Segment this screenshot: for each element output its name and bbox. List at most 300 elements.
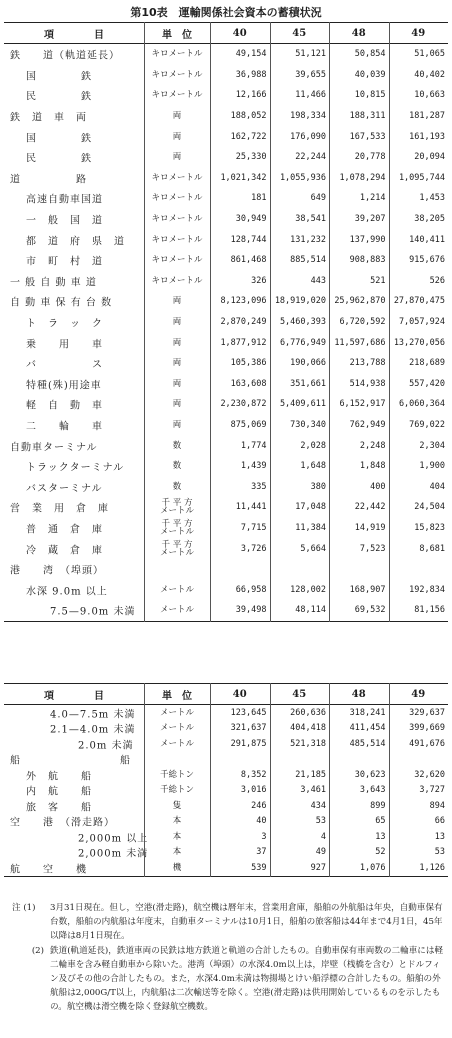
row-item-label: バスターミナル — [26, 483, 103, 495]
row-item-label: 二 輪 車 — [26, 421, 103, 433]
row-item-cell — [4, 353, 144, 374]
row-item-cell — [4, 271, 144, 292]
table-row — [4, 600, 448, 621]
row-item-label: 国 鉄 — [26, 133, 92, 145]
row-unit: キロメートル — [151, 90, 203, 101]
column-rule — [389, 22, 390, 622]
row-item-cell — [4, 209, 144, 230]
row-value: 1,877,912 — [220, 337, 267, 348]
row-value: 25,962,870 — [334, 296, 386, 307]
row-value: 404 — [429, 481, 445, 492]
row-item-cell — [4, 312, 144, 333]
row-value: 51,121 — [295, 49, 326, 60]
header-unit: 単 位 — [162, 29, 192, 41]
row-value: 380 — [310, 481, 326, 492]
row-value: 908,883 — [349, 255, 386, 266]
row-item-cell — [4, 65, 144, 86]
row-value: 539 — [251, 862, 267, 873]
row-value: 1,848 — [359, 461, 386, 472]
table-row — [4, 538, 448, 559]
capital-stock-table-part1 — [4, 22, 448, 622]
row-item-cell — [4, 332, 144, 353]
table-row — [4, 209, 448, 230]
row-item-label: 冷 蔵 倉 庫 — [26, 545, 103, 557]
row-value: 12,166 — [235, 90, 267, 101]
row-value: 4 — [320, 831, 326, 842]
row-unit: 隻 — [172, 800, 182, 811]
row-value: 5,460,393 — [279, 317, 326, 328]
row-value: 39,655 — [295, 69, 326, 80]
header-year: 49 — [411, 27, 426, 39]
row-item-cell — [4, 736, 144, 752]
header-year: 40 — [232, 688, 247, 700]
row-value: 7,715 — [240, 522, 267, 533]
row-value: 53 — [434, 847, 445, 858]
row-value: 335 — [251, 481, 267, 492]
row-value: 27,870,475 — [393, 296, 445, 307]
row-value: 137,990 — [349, 234, 386, 245]
row-value: 1,021,342 — [220, 172, 267, 183]
row-value: 1,439 — [240, 461, 267, 472]
row-unit: 千 平 方 メートル — [159, 539, 194, 558]
row-unit: 本 — [172, 847, 182, 858]
table-row — [4, 435, 448, 456]
row-unit: キロメートル — [151, 255, 203, 266]
row-value: 11,597,686 — [334, 337, 386, 348]
row-value: 15,823 — [414, 522, 445, 533]
header-year: 45 — [292, 688, 307, 700]
row-item-cell — [4, 752, 144, 768]
row-item-label: 旅 客 船 — [26, 802, 92, 814]
row-value: 318,241 — [349, 707, 386, 718]
table-row — [4, 721, 448, 737]
column-rule — [210, 22, 211, 622]
row-value: 899 — [370, 800, 386, 811]
row-item-cell — [4, 476, 144, 497]
table-row — [4, 767, 448, 783]
row-value: 915,676 — [409, 255, 445, 266]
header-year: 45 — [292, 27, 307, 39]
row-item-label: ト ラ ッ ク — [26, 318, 103, 330]
row-value: 167,533 — [349, 131, 386, 142]
row-item-label: 空 港 （滑走路） — [10, 817, 115, 829]
row-unit: メートル — [159, 723, 194, 734]
row-item-cell — [4, 374, 144, 395]
row-value: 176,090 — [290, 131, 326, 142]
table-body — [4, 705, 448, 877]
row-value: 351,661 — [290, 378, 326, 389]
row-value: 13 — [375, 831, 386, 842]
row-unit: 数 — [172, 481, 182, 492]
row-value: 927 — [310, 862, 326, 873]
header-item: 項 目 — [44, 29, 104, 41]
row-value: 399,669 — [409, 723, 445, 734]
row-value: 32,620 — [414, 769, 445, 780]
header-item: 項 目 — [44, 690, 104, 702]
table-row — [4, 415, 448, 436]
row-item-cell — [4, 538, 144, 559]
row-item-label: 市 町 村 道 — [26, 256, 103, 268]
row-item-label: 道 路 — [10, 174, 87, 186]
row-unit: 両 — [172, 131, 182, 142]
row-item-label: 自 動 車 保 有 台 数 — [10, 297, 113, 309]
row-unit: 数 — [172, 440, 182, 451]
row-value: 40,039 — [354, 69, 386, 80]
column-rule — [270, 683, 271, 877]
row-value: 3,016 — [240, 785, 267, 796]
row-value: 128,002 — [290, 584, 326, 595]
row-value: 131,232 — [290, 234, 326, 245]
row-item-cell — [4, 845, 149, 861]
table-row — [4, 168, 448, 189]
row-value: 6,776,949 — [279, 337, 326, 348]
row-item-cell — [4, 559, 144, 580]
row-value: 40 — [256, 816, 267, 827]
table-row — [4, 65, 448, 86]
table-row — [4, 497, 448, 518]
row-item-label: 2,000m 未満 — [78, 848, 149, 860]
row-value: 128,744 — [230, 234, 267, 245]
column-rule — [329, 683, 330, 877]
table-row — [4, 271, 448, 292]
table-body — [4, 44, 448, 622]
row-unit: 本 — [172, 831, 182, 842]
row-item-label: 乗 用 車 — [26, 339, 103, 351]
row-value: 1,126 — [419, 862, 445, 873]
row-value: 36,988 — [235, 69, 267, 80]
row-value: 1,055,936 — [279, 172, 326, 183]
table-row — [4, 579, 448, 600]
row-value: 1,648 — [300, 461, 326, 472]
row-value: 8,352 — [240, 769, 267, 780]
row-value: 2,870,249 — [220, 317, 267, 328]
row-item-label: 航 空 機 — [10, 864, 87, 876]
row-unit: キロメートル — [151, 193, 203, 204]
row-value: 2,230,872 — [220, 399, 267, 410]
row-item-cell — [4, 767, 144, 783]
row-value: 123,645 — [230, 707, 267, 718]
row-value: 260,636 — [290, 707, 326, 718]
table-row — [4, 332, 448, 353]
row-item-label: 港 湾 （埠頭） — [10, 565, 104, 577]
row-item-cell — [4, 291, 144, 312]
row-item-label: 自動車ターミナル — [10, 442, 98, 454]
row-unit: キロメートル — [151, 275, 203, 286]
row-value: 3,461 — [300, 785, 326, 796]
row-item-label: 2.0m 未満 — [78, 740, 134, 752]
row-value: 11,441 — [235, 502, 267, 513]
table-row — [4, 250, 448, 271]
row-item-cell — [4, 250, 144, 271]
row-value: 37 — [256, 847, 267, 858]
row-value: 25,330 — [235, 152, 267, 163]
row-value: 649 — [310, 193, 326, 204]
row-item-label: 民 鉄 — [26, 91, 92, 103]
row-item-label: 特種(殊)用途車 — [26, 380, 102, 392]
row-value: 1,774 — [240, 440, 267, 451]
row-value: 10,663 — [414, 90, 445, 101]
row-value: 443 — [310, 275, 326, 286]
row-value: 66,958 — [235, 584, 267, 595]
footnote-text: 3月31日現在。但し，空港(滑走路)，航空機は暦年末，営業用倉庫，船舶の外航船は年央，自動車保有台数，船舶の内航船は年度末，自動車ターミナルは10月1日，船舶の旅客船は44年まで4月1日，45年以降は8月1日現在。 — [50, 903, 443, 942]
row-item-cell — [4, 721, 144, 737]
row-item-cell — [4, 168, 144, 189]
table-row — [4, 814, 448, 830]
footnote — [12, 944, 444, 1015]
row-value: 246 — [251, 800, 267, 811]
table-row — [4, 829, 448, 845]
row-value: 762,949 — [349, 419, 386, 430]
row-item-label: 営 業 用 倉 庫 — [10, 503, 109, 515]
row-value: 50,854 — [354, 49, 386, 60]
row-value: 39,498 — [235, 605, 267, 616]
row-unit: 両 — [172, 317, 182, 328]
row-item-cell — [4, 518, 144, 539]
table-row — [4, 147, 448, 168]
row-value: 2,028 — [300, 440, 326, 451]
row-unit: キロメートル — [151, 214, 203, 225]
row-value: 22,244 — [295, 152, 326, 163]
row-value: 1,095,744 — [398, 172, 445, 183]
row-item-cell — [4, 497, 144, 518]
table-row — [4, 374, 448, 395]
row-value: 1,214 — [359, 193, 386, 204]
row-item-cell — [4, 126, 144, 147]
table-row — [4, 188, 448, 209]
row-value: 521,318 — [290, 738, 326, 749]
row-value: 18,919,020 — [274, 296, 326, 307]
row-value: 3,727 — [419, 785, 445, 796]
row-item-cell — [4, 829, 149, 845]
row-item-label: 民 鉄 — [26, 153, 92, 165]
row-value: 8,681 — [419, 543, 445, 554]
column-rule — [210, 683, 211, 877]
row-item-cell — [4, 147, 144, 168]
row-value: 21,185 — [295, 769, 326, 780]
row-value: 1,078,294 — [339, 172, 386, 183]
row-item-cell — [4, 106, 144, 127]
table-row — [4, 860, 448, 876]
column-rule — [389, 683, 390, 877]
row-value: 514,938 — [349, 378, 386, 389]
row-value: 17,048 — [295, 502, 326, 513]
row-value: 24,504 — [414, 502, 445, 513]
footnote — [12, 901, 444, 944]
row-value: 11,466 — [295, 90, 326, 101]
row-item-cell — [4, 783, 144, 799]
footnote-text: 鉄道(軌道延長)，鉄道車両の民鉄は地方鉄道と軌道の合計したもの。自動車保有車両数の二輪車には軽二輪車を含み軽自動車から除いた。港湾（埠頭）の水深4.0m以上は，岸壁（桟橋を含む）とドルフィン及びその他の合計したもの。また，水深4.0m未満は物揚場とけい船浮標の合計したもの。船舶の外航船は2,000G/T以上，内航船は二次輸送等を除く。空港(滑走路)は供用開始しているものを示したもの。航空機は滑空機を除く登録航空機数。 — [50, 945, 444, 1013]
table-row — [4, 126, 448, 147]
row-item-label: 2.1—4.0m 未満 — [50, 724, 136, 736]
row-value: 861,468 — [230, 255, 267, 266]
row-unit: 両 — [172, 358, 182, 369]
row-unit: 両 — [172, 399, 182, 410]
row-unit: メートル — [159, 707, 194, 718]
row-value: 7,057,924 — [398, 317, 445, 328]
row-item-label: 4.0—7.5m 未満 — [50, 709, 136, 721]
column-rule — [144, 22, 145, 622]
row-value: 188,311 — [349, 111, 386, 122]
row-value: 66 — [434, 816, 445, 827]
row-unit: キロメートル — [151, 172, 203, 183]
row-item-label: 都 道 府 県 道 — [26, 236, 125, 248]
column-rule — [270, 22, 271, 622]
footnote-mark: (2) — [31, 945, 44, 956]
row-item-label: バ ス — [26, 359, 103, 371]
row-item-label: 鉄 道 車 両 — [10, 112, 87, 124]
row-item-cell — [4, 85, 144, 106]
header-year: 49 — [411, 688, 426, 700]
row-item-label: 水深 9.0m 以上 — [26, 586, 108, 598]
row-item-label: 2,000m 以上 — [78, 833, 149, 845]
row-value: 6,060,364 — [398, 399, 445, 410]
row-value: 140,411 — [409, 234, 445, 245]
row-value: 192,834 — [409, 584, 445, 595]
row-value: 521 — [370, 275, 386, 286]
row-value: 2,248 — [359, 440, 386, 451]
row-item-cell — [4, 188, 144, 209]
row-value: 3,643 — [359, 785, 386, 796]
row-unit: 機 — [172, 862, 182, 873]
row-value: 434 — [310, 800, 326, 811]
row-item-label: 内 航 船 — [26, 786, 92, 798]
header-unit: 単 位 — [162, 690, 192, 702]
row-value: 11,384 — [295, 522, 326, 533]
row-unit: メートル — [159, 738, 194, 749]
table-header — [4, 683, 448, 705]
row-item-cell — [4, 394, 144, 415]
row-value: 13 — [434, 831, 445, 842]
table-row — [4, 705, 448, 721]
row-value: 411,454 — [349, 723, 386, 734]
row-value: 3,726 — [240, 543, 267, 554]
header-year: 48 — [351, 27, 366, 39]
row-value: 10,815 — [354, 90, 386, 101]
row-value: 400 — [370, 481, 386, 492]
header-year: 48 — [351, 688, 366, 700]
row-unit: 両 — [172, 152, 182, 163]
row-value: 894 — [429, 800, 445, 811]
footnotes — [12, 901, 444, 1015]
row-unit: 本 — [172, 816, 182, 827]
row-value: 81,156 — [414, 605, 445, 616]
table-row — [4, 291, 448, 312]
row-item-cell — [4, 600, 144, 621]
row-item-label: 一 般 国 道 — [26, 215, 103, 227]
row-value: 885,514 — [290, 255, 326, 266]
table-row — [4, 394, 448, 415]
row-value: 13,270,056 — [393, 337, 445, 348]
table-row — [4, 456, 448, 477]
row-unit: 両 — [172, 111, 182, 122]
row-value: 14,919 — [354, 522, 386, 533]
row-unit: 両 — [172, 378, 182, 389]
row-item-label: 7.5—9.0m 未満 — [50, 606, 136, 618]
row-item-cell — [4, 456, 144, 477]
table-row — [4, 518, 448, 539]
row-value: 491,676 — [409, 738, 445, 749]
row-unit: 千 平 方 メートル — [159, 518, 194, 537]
row-value: 769,022 — [409, 419, 445, 430]
row-item-label: 船 船 — [10, 755, 131, 767]
row-value: 557,420 — [409, 378, 445, 389]
row-item-label: 国 鉄 — [26, 71, 92, 83]
row-value: 198,334 — [290, 111, 326, 122]
row-unit: 千総トン — [159, 769, 194, 780]
row-value: 163,608 — [230, 378, 267, 389]
row-value: 730,340 — [290, 419, 326, 430]
row-value: 213,788 — [349, 358, 386, 369]
row-value: 526 — [429, 275, 445, 286]
row-value: 65 — [375, 816, 386, 827]
row-value: 40,402 — [414, 69, 445, 80]
row-value: 329,637 — [409, 707, 445, 718]
row-value: 5,409,611 — [279, 399, 326, 410]
row-value: 30,949 — [235, 214, 267, 225]
row-value: 1,076 — [359, 862, 386, 873]
row-value: 404,418 — [290, 723, 326, 734]
row-value: 22,442 — [354, 502, 386, 513]
row-item-cell — [4, 415, 144, 436]
row-item-cell — [4, 814, 144, 830]
row-value: 51,065 — [414, 49, 445, 60]
table-title: 第10表 運輸関係社会資本の蓄積状況 — [130, 6, 322, 19]
table-row — [4, 752, 448, 768]
row-value: 6,152,917 — [339, 399, 386, 410]
table-row — [4, 736, 448, 752]
row-item-label: トラックターミナル — [26, 462, 125, 474]
row-item-label: 鉄 道（軌道延長） — [10, 50, 120, 62]
row-item-cell — [4, 435, 144, 456]
row-value: 326 — [251, 275, 267, 286]
row-item-cell — [4, 579, 144, 600]
table-row — [4, 476, 448, 497]
row-value: 190,066 — [290, 358, 326, 369]
row-value: 7,523 — [359, 543, 386, 554]
row-value: 52 — [375, 847, 386, 858]
row-value: 181,287 — [409, 111, 445, 122]
table-row — [4, 798, 448, 814]
row-value: 30,623 — [354, 769, 386, 780]
row-value: 162,722 — [230, 131, 267, 142]
row-unit: キロメートル — [151, 234, 203, 245]
table-row — [4, 559, 448, 580]
row-value: 38,541 — [295, 214, 326, 225]
row-value: 181 — [251, 193, 267, 204]
row-unit: 両 — [172, 419, 182, 430]
row-value: 53 — [315, 816, 326, 827]
capital-stock-table-part2 — [4, 683, 448, 877]
row-value: 105,386 — [230, 358, 267, 369]
row-unit: キロメートル — [151, 69, 203, 80]
row-value: 5,664 — [300, 543, 326, 554]
row-unit: メートル — [159, 584, 194, 595]
row-unit: 数 — [172, 461, 182, 472]
row-item-label: 軽 自 動 車 — [26, 400, 103, 412]
row-value: 8,123,096 — [220, 296, 267, 307]
row-item-cell — [4, 860, 144, 876]
row-value: 1,900 — [419, 461, 445, 472]
row-value: 69,532 — [354, 605, 386, 616]
table-row — [4, 783, 448, 799]
row-unit: キロメートル — [151, 49, 203, 60]
row-value: 218,689 — [409, 358, 445, 369]
row-value: 2,304 — [419, 440, 445, 451]
row-item-label: 外 航 船 — [26, 771, 92, 783]
row-item-cell — [4, 229, 144, 250]
row-unit: 両 — [172, 337, 182, 348]
row-unit: 千 平 方 メートル — [159, 498, 194, 517]
